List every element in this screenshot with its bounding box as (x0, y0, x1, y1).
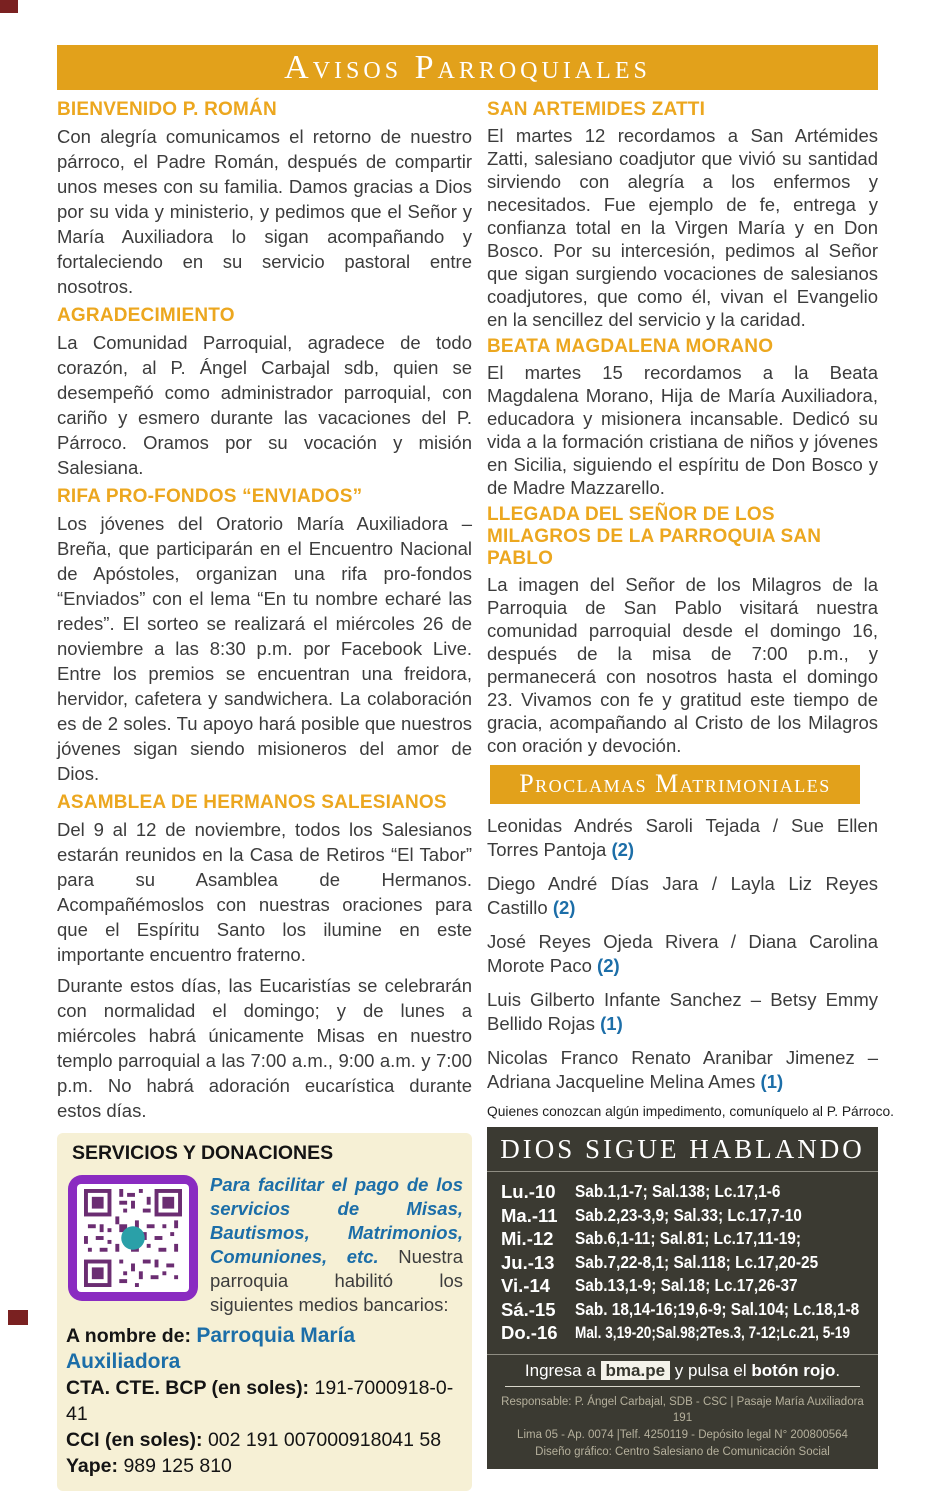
account-holder-label: A nombre de: (66, 1325, 191, 1347)
readings-title: DIOS SIGUE HABLANDO (487, 1127, 878, 1172)
paragraph: La Comunidad Parroquial, agradece de todo corazón, al P. Ángel Carbajal sdb, quien se desempeñó como administrador parroquial, con cariño y esmero durante las vacaciones del P. Párroco. Oramos por su vocación y misión Salesiana. (57, 332, 472, 478)
couple-names: José Reyes Ojeda Rivera / Diana Carolina Morote Paco (487, 931, 878, 976)
section-heading-asamblea: ASAMBLEA DE HERMANOS SALESIANOS (57, 792, 447, 813)
account-holder-name: Parroquia María Auxiliadora (66, 1324, 356, 1373)
section-heading-bienvenido: BIENVENIDO P. ROMÁN (57, 99, 277, 120)
couple-row (487, 930, 878, 978)
cta-middle: y pulsa el (674, 1360, 747, 1380)
reading-day: Mi.-12 (501, 1228, 554, 1249)
reading-refs: Sab.7,22-8,1; Sal.118; Lc.17,20-25 (575, 1251, 819, 1272)
reading-row (501, 1274, 868, 1298)
readings-table (487, 1172, 878, 1355)
donations-heading: SERVICIOS Y DONACIONES (72, 1142, 334, 1164)
left-column (57, 95, 472, 1491)
reading-refs: Sab.6,1-11; Sal.81; Lc.17,11-19; (575, 1228, 802, 1248)
footer-line: Responsable: P. Ángel Carbajal, SDB - CSC | Pasaje María Auxiliadora 191 (501, 1395, 864, 1425)
paragraph: Durante estos días, las Eucaristías se celebrarán con normalidad el domingo; y de lunes a miércoles habrá únicamente Misas en nuestro templo parroquial a las 7:00 a.m., 9:00 a.m. y 7:00 p.m. No habrá adoración eucarística durante estos días. (57, 975, 472, 1121)
couple-row (487, 988, 878, 1036)
reading-day: Ju.-13 (501, 1251, 555, 1273)
reading-refs: Sab.13,1-9; Sal.18; Lc.17,26-37 (575, 1275, 798, 1295)
paragraph: Con alegría comunicamos el retorno de nuestro párroco, el Padre Román, después de compartir unos meses con su familia. Damos gracias a Dios por su vida y ministerio, y pedimos que el Señor y María Auxiliadora lo sigan acompañando y fortaleciendo en su servicio pastoral entre nosotros. (57, 126, 472, 297)
qr-code-frame (68, 1175, 198, 1301)
proclama-count: (2) (552, 897, 576, 918)
cta-prefix: Ingresa a (524, 1360, 596, 1380)
section-heading-rifa: RIFA PRO-FONDOS “ENVIADOS” (57, 486, 363, 507)
proclama-count: (2) (611, 839, 635, 860)
bulletin-content (57, 95, 895, 1491)
bank-account-row (66, 1375, 463, 1427)
crop-mark-bottom-left (8, 1310, 28, 1325)
paragraph: Los jóvenes del Oratorio María Auxiliadora – Breña, que participarán en el Encuentro Nacional de Apóstoles, organizan una rifa pro-fondos “Enviados” con el lema “En tu nombre echaré las redes”. El sorteo se realizará el miércoles 26 de noviembre a las 8:30 p.m. por Facebook Live. Entre los premios se encuentran una freidora, hervidor, cafetera y sandwichera. La colaboración es de 2 soles. Tu apoyo hará posible que nuestros jóvenes sigan siendo misioneros del amor de Dios. (57, 513, 472, 784)
reading-row (501, 1180, 868, 1204)
cta-line (505, 1361, 860, 1387)
couple-names: Luis Gilberto Infante Sanchez – Betsy Emmy Bellido Rojas (487, 989, 878, 1034)
readings-box (487, 1127, 878, 1469)
reading-row (501, 1298, 868, 1322)
paragraph: El martes 15 recordamos a la Beata Magdalena Morano, Hija de María Auxiliadora, educadora y misionera incansable. Dedicó su vida a la formación cristiana de niños y jóvenes en Sicilia, siguiendo el espíritu de Don Bosco y de Madre Mazzarello. (487, 362, 878, 498)
reading-refs: Sab.2,23-3,9; Sal.33; Lc.17,7-10 (575, 1204, 802, 1225)
page-title: Avisos Parroquiales (284, 48, 651, 86)
reading-refs: Sab. 18,14-16;19,6-9; Sal.104; Lc.18,1-8 (575, 1298, 860, 1319)
donations-intro-black: Nuestra parroquia habilitó los siguientes medios bancarios: (210, 1246, 463, 1315)
bank-account-label: CTA. CTE. BCP (en soles): (66, 1377, 310, 1399)
section-heading-agradecimiento: AGRADECIMIENTO (57, 305, 235, 326)
footer-line: Lima 05 - Ap. 0074 |Telf. 4250119 - Depósito legal N° 200800564 (517, 1428, 848, 1441)
couple-row (487, 1046, 878, 1094)
couple-names: Diego André Días Jara / Layla Liz Reyes Castillo (487, 873, 878, 918)
bank-account-row (66, 1427, 463, 1453)
couple-row (487, 872, 878, 920)
couple-row (487, 814, 878, 862)
bank-account-label: CCI (en soles): (66, 1429, 203, 1451)
reading-day: Ma.-11 (501, 1204, 558, 1226)
paragraph: La imagen del Señor de los Milagros de la Parroquia de San Pablo visitará nuestra comunidad parroquial desde el domingo 16, después de la misa de 7:00 p.m., y permanecerá con nosotros hasta el domingo 23. Vivamos con fe y gratitud este tiempo de gracia, acompañando al Cristo de los Milagros con oración y devoción. (487, 574, 878, 756)
reading-row (501, 1227, 868, 1251)
section-heading-llegada: LLEGADA DEL SEÑOR DE LOS MILAGROS DE LA PARROQUIA SAN PABLO (487, 504, 822, 569)
reading-row (501, 1251, 868, 1275)
section-heading-zatti: SAN ARTEMIDES ZATTI (487, 99, 706, 120)
bulletin-footer (487, 1391, 878, 1470)
crop-mark-top-left (0, 0, 18, 13)
proclama-count: (1) (600, 1013, 623, 1034)
qr-code-icon (77, 1184, 189, 1292)
reading-row (501, 1321, 868, 1345)
donations-box (57, 1133, 472, 1491)
cta-bold: botón rojo (751, 1360, 836, 1380)
reading-day: Sá.-15 (501, 1298, 556, 1320)
paragraph: Del 9 al 12 de noviembre, todos los Salesianos estarán reunidos en la Casa de Retiros “El Tabor” para su Asamblea de Hermanos. Acompañémoslos con nuestras oraciones para que el Espíritu Santo los ilumine en este importante encuentro fraterno. (57, 819, 472, 965)
proclama-count: (2) (597, 955, 620, 976)
reading-refs: Mal. 3,19-20;Sal.98;2Tes.3, 7-12;Lc.21, 5-19 (575, 1323, 850, 1342)
donations-intro-blue: Para facilitar el pago de los servicios de Misas, Bautismos, Matrimonios, Comuniones, etc. (210, 1174, 463, 1267)
bank-details (66, 1317, 463, 1479)
impediment-note: Quienes conozcan algún impedimento, comuníquelo al P. Párroco. (487, 1104, 895, 1119)
reading-day: Vi.-14 (501, 1275, 551, 1296)
reading-day: Lu.-10 (501, 1181, 556, 1202)
reading-row (501, 1204, 868, 1228)
couple-names: Leonidas Andrés Saroli Tejada / Sue Ellen Torres Pantoja (487, 815, 878, 860)
bank-account-number: 002 191 007000918041 58 (207, 1429, 442, 1451)
cta-end: . (835, 1360, 841, 1380)
reading-refs: Sab.1,1-7; Sal.138; Lc.17,1-6 (575, 1181, 781, 1201)
account-holder-row (66, 1323, 463, 1375)
bma-website-link[interactable]: bma.pe (601, 1361, 671, 1380)
bank-account-number: 191-7000918-0-41 (66, 1377, 454, 1425)
section-heading-morano: BEATA MAGDALENA MORANO (487, 336, 774, 357)
couple-names: Nicolas Franco Renato Aranibar Jimenez – Adriana Jacqueline Melina Ames (487, 1047, 878, 1092)
page-header-banner (57, 45, 878, 90)
footer-line: Diseño gráfico: Centro Salesiano de Comunicación Social (535, 1445, 830, 1458)
bank-account-number: 989 125 810 (123, 1455, 232, 1477)
bank-account-row (66, 1453, 463, 1479)
paragraph: El martes 12 recordamos a San Artémides Zatti, salesiano coadjutor que vivió su santidad sirviendo con alegría a los enfermos y necesitados. Fue ejemplo de fe, entrega y confianza total en la Virgen María y en Don Bosco. Por su intercesión, pedimos al Señor que sigan surgiendo vocaciones de salesianos coadjutores, que como él, vivan el Evangelio en la sencillez del servicio y la caridad. (487, 125, 878, 330)
right-column (487, 95, 895, 1491)
proclamas-banner: Proclamas Matrimoniales (490, 765, 860, 804)
reading-day: Do.-16 (501, 1322, 558, 1343)
proclama-count: (1) (760, 1071, 784, 1092)
bank-account-label: Yape: (66, 1455, 119, 1477)
